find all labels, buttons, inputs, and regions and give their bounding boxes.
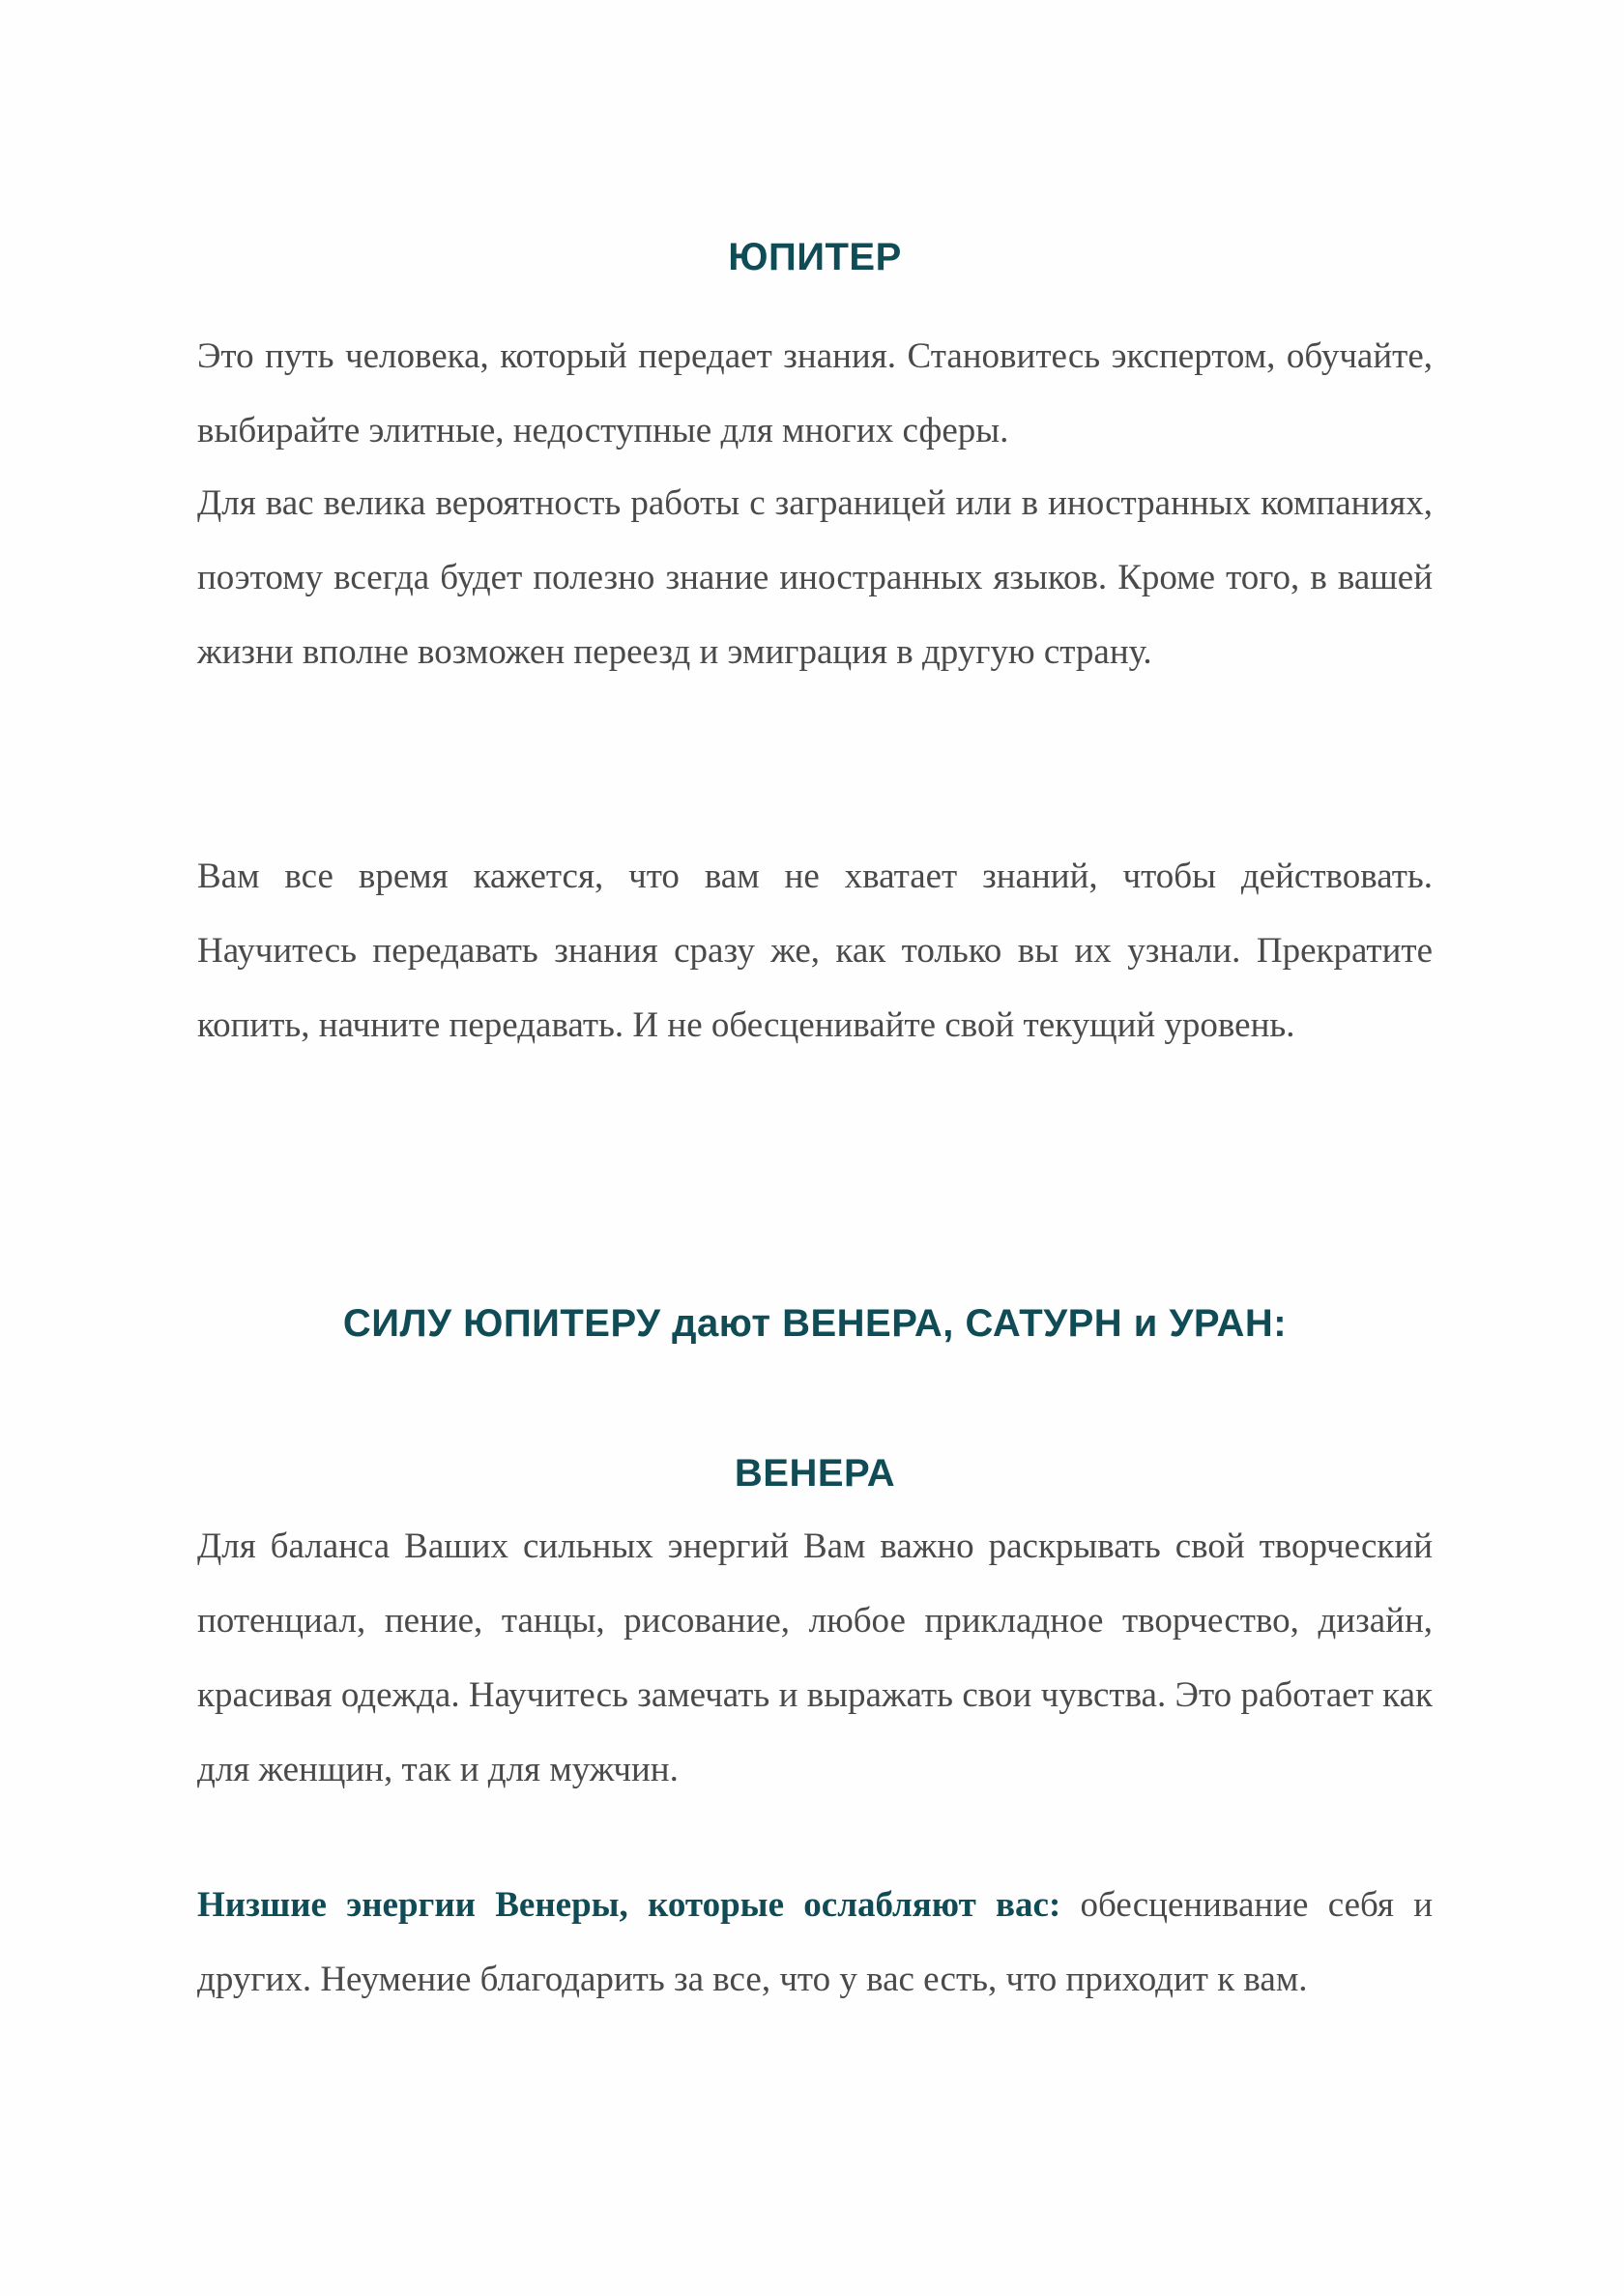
jupiter-paragraph-3: Вам все время кажется, что вам не хватает знаний, чтобы действовать. Научитесь передавать знания сразу же, как только вы их узнали. Прекратите копить, начните передавать. И не обесценивайте свой текущий уровень. [197,857,1433,1045]
jupiter-paragraph-2: Для вас велика вероятность работы с заграницей или в иностранных компаниях, поэтому всегда будет полезно знание иностранных языков. Кроме того, в вашей жизни вполне возможен переезд и эмиграция в другую страну. [197,483,1433,672]
jupiter-title: ЮПИТЕР [728,236,902,278]
venus-title: ВЕНЕРА [734,1452,896,1495]
venus-low-energies-paragraph [197,1868,1433,2017]
venus-low-energies-text: обесценивание себя и других. Неумение благодарить за все, что у вас есть, что приходит к вам. [197,1885,1433,1999]
venus-low-energies-label: Низшие энергии Венеры, которые ослабляют вас: [197,1885,1061,1925]
venus-paragraph-1: Для баланса Ваших сильных энергий Вам важно раскрывать свой творческий потенциал, пение, танцы, рисование, любое прикладное творчество, дизайн, красивая одежда. Научитесь замечать и выражать свои чувства. Это работает как для женщин, так и для мужчин. [197,1526,1433,1789]
jupiter-paragraph-1: Это путь человека, который передает знания. Становитесь экспертом, обучайте, выбирайте элитные, недоступные для многих сферы. [197,336,1433,450]
power-sources-title: СИЛУ ЮПИТЕРУ дают ВЕНЕРА, САТУРН и УРАН: [342,1302,1288,1345]
